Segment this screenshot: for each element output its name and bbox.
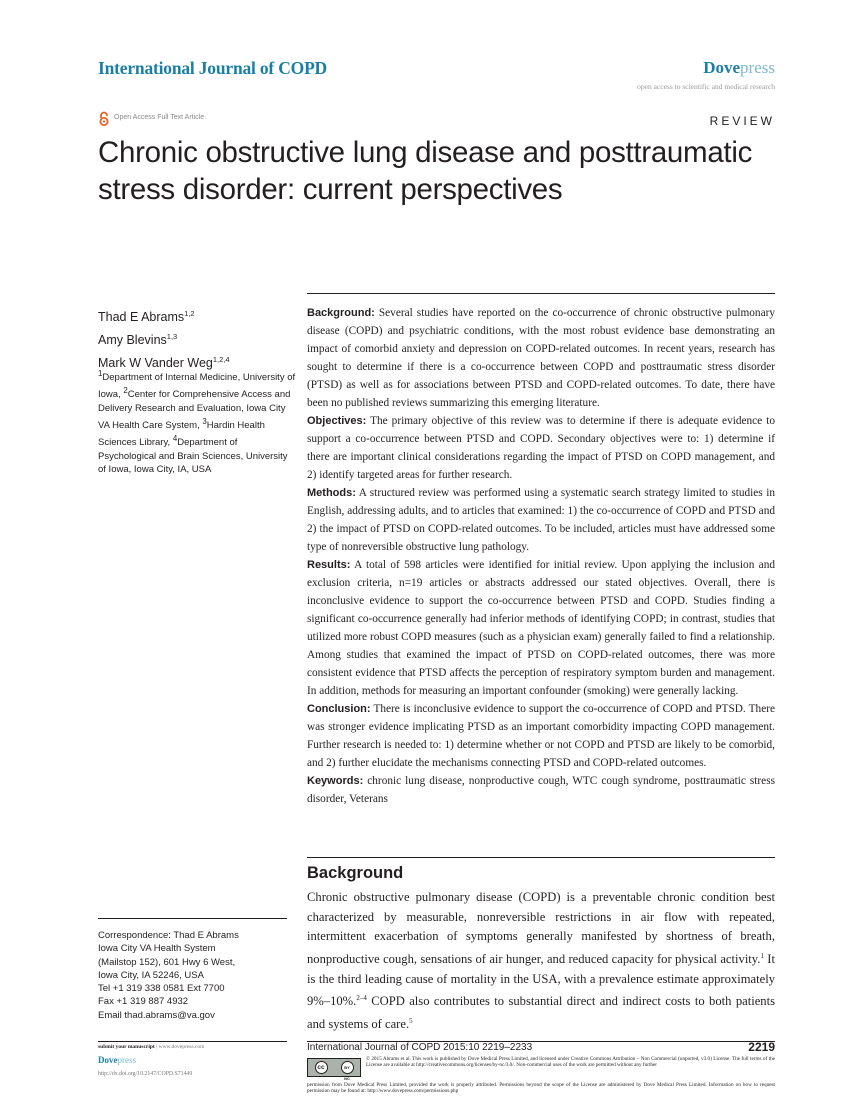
open-access-label: Open Access Full Text Article [114,114,205,121]
license-text-continued: permission from Dove Medical Press Limited, provided the work is properly attributed. Permissions beyond the scope of the License are administered by Dove Medical Press Limited. Information on how to request permission may be found at: http://www.dovepress.com/permissions.php [307,1082,775,1095]
page-number: 2219 [748,1040,775,1054]
affiliations: $^1$Department of Internal Medicine, University of Iowa, $^2$Center for Comprehensive Access and Delivery Research and Evaluation, Iowa City VA Health Care System, $^3$Hardin Health Sciences Library, $^4$Department of Psychological and Brain Sciences, University of Iowa, Iowa City, IA, USA [98,369,296,475]
correspondence-line: Iowa City VA Health System [98,943,216,955]
doi-link[interactable]: http://dx.doi.org/10.2147/COPD.S71449 [98,1071,193,1077]
author-list [98,304,230,373]
article-title: Chronic obstructive lung disease and posttraumatic stress disorder: current perspectives [98,136,753,206]
correspondence-line: Correspondence: Thad E Abrams [98,930,239,941]
abstract [307,304,775,808]
open-access-icon [98,111,110,126]
license-text: © 2015 Abrams et al. This work is published by Dove Medical Press Limited, and licensed under Creative Commons Attribution – Non Commercial (unported, v3.0) License. The full terms of the License are available at http://creativecommons.org/licenses/by-nc/3.0/. Non-commercial uses of the work are permitted without any further [366,1056,775,1069]
author: Amy Blevins$^{1,3}$ [98,332,178,348]
reference-link[interactable]: 1 [760,951,764,960]
abstract-divider [307,293,775,294]
reference-link[interactable]: 2–4 [356,994,367,1003]
publisher-tagline: open access to scientific and medical research [637,82,775,91]
background-paragraph: Chronic obstructive pulmonary disease (COPD) is a preventable chronic condition best characterized by measurable, nonreversible restrictions in air flow with repeated, intermittent exacerbation of symptoms generally manifested by shortness of breath, nonproductive cough, sensations of air hunger, and reduced capacity for physical activity.$^1$ It is the third leading cause of mortality in the USA, with a prevalence estimate approximately 9%–10%.$^{2-4}$ COPD also contributes to substantial direct and indirect costs to both patients and systems of care.$^5$ [307,890,775,1032]
abstract-methods: Methods: A structured review was performed using a systematic search strategy limited to studies in English, addressing adults, and to articles that examined: 1) the co-occurrence of COPD and PTSD and 2) the impact of PTSD on COPD-related outcomes. To be included, articles must have addressed some type of nonreversible obstructive lung pathology. [307,487,775,553]
correspondence-line: Iowa City, IA 52246, USA [98,969,204,981]
footer-publisher-logo: Dovepress [98,1055,136,1065]
author: Mark W Vander Weg$^{1,2,4}$ [98,355,230,371]
correspondence-divider [98,918,287,919]
reference-link[interactable]: 5 [409,1016,413,1025]
section-heading-background: Background [307,864,404,882]
publisher-logo-light: press [740,58,775,77]
publisher-logo-bold: Dove [703,58,741,77]
correspondence-block [98,929,298,1022]
correspondence-email[interactable]: Email thad.abrams@va.gov [98,1009,215,1021]
correspondence-line: (Mailstop 152), 601 Hwy 6 West, [98,956,236,968]
article-type: REVIEW [709,114,775,128]
footer-divider-left [98,1041,287,1042]
abstract-background: Background: Several studies have reported on the co-occurrence of chronic obstructive pulmonary disease (COPD) and psychiatric conditions, with the most robust evidence base demonstrating an impact of comorbid anxiety and depression on COPD-related outcomes. In recent years, research has sought to determine if there is a co-occurrence between COPD and posttraumatic stress disorder (PTSD) as well as for associations between PTSD and COPD-related outcomes. To date, there have been no published reviews summarizing this emerging literature. [307,307,775,409]
journal-citation: International Journal of COPD 2015:10 2219–2233 [307,1042,533,1053]
abstract-conclusion: Conclusion: There is inconclusive evidence to support the co-occurrence of COPD and PTSD. There was stronger evidence implicating PTSD as an important comorbidity impacting COPD management. Further research is needed to: 1) determine whether or not COPD and PTSD are likely to be comorbid, and 2) further elucidate the mechanisms connecting PTSD and COPD-related outcomes. [307,703,775,769]
publisher-logo[interactable] [703,58,775,78]
by-nc-icon: BY NC [341,1061,354,1074]
abstract-objectives: Objectives: The primary objective of this review was to determine if there is adequate evidence to support a co-occurrence between PTSD and COPD. Secondary objectives were to: 1) determine if there are important clinical considerations regarding the impact of PTSD on COPD management, and 2) identify targeted areas for further research. [307,415,775,481]
journal-title: International Journal of COPD [98,58,327,78]
abstract-results: Results: A total of 598 articles were identified for initial review. Upon applying the inclusion and exclusion criteria, n=19 articles or abstracts addressed our stated objectives. Overall, there is inconclusive evidence to support the co-occurrence between PTSD and COPD. Studies finding a significant co-occurrence generally had inferior methods of identifying COPD; in contrast, studies that utilized more robust COPD measures (such as a physician exam) generally failed to find a relationship. Among studies that examined the impact of PTSD on COPD-related outcomes, there was more consistent evidence that PTSD affects the perception of respiratory symptom burden and management. In addition, methods for measuring an important confounder (smoking) were generally lacking. [307,559,775,697]
cc-icon: cc [315,1061,328,1074]
creative-commons-badge[interactable] [307,1058,361,1081]
submit-manuscript-link[interactable]: submit your manuscript | www.dovepress.com [98,1044,205,1050]
section-divider [307,857,775,858]
abstract-keywords: Keywords: chronic lung disease, nonproductive cough, WTC cough syndrome, posttraumatic stress disorder, Veterans [307,775,775,805]
correspondence-line: Tel +1 319 338 0581 Ext 7700 [98,983,225,995]
author: Thad E Abrams$^{1,2}$ [98,309,195,325]
correspondence-line: Fax +1 319 887 4932 [98,996,189,1008]
